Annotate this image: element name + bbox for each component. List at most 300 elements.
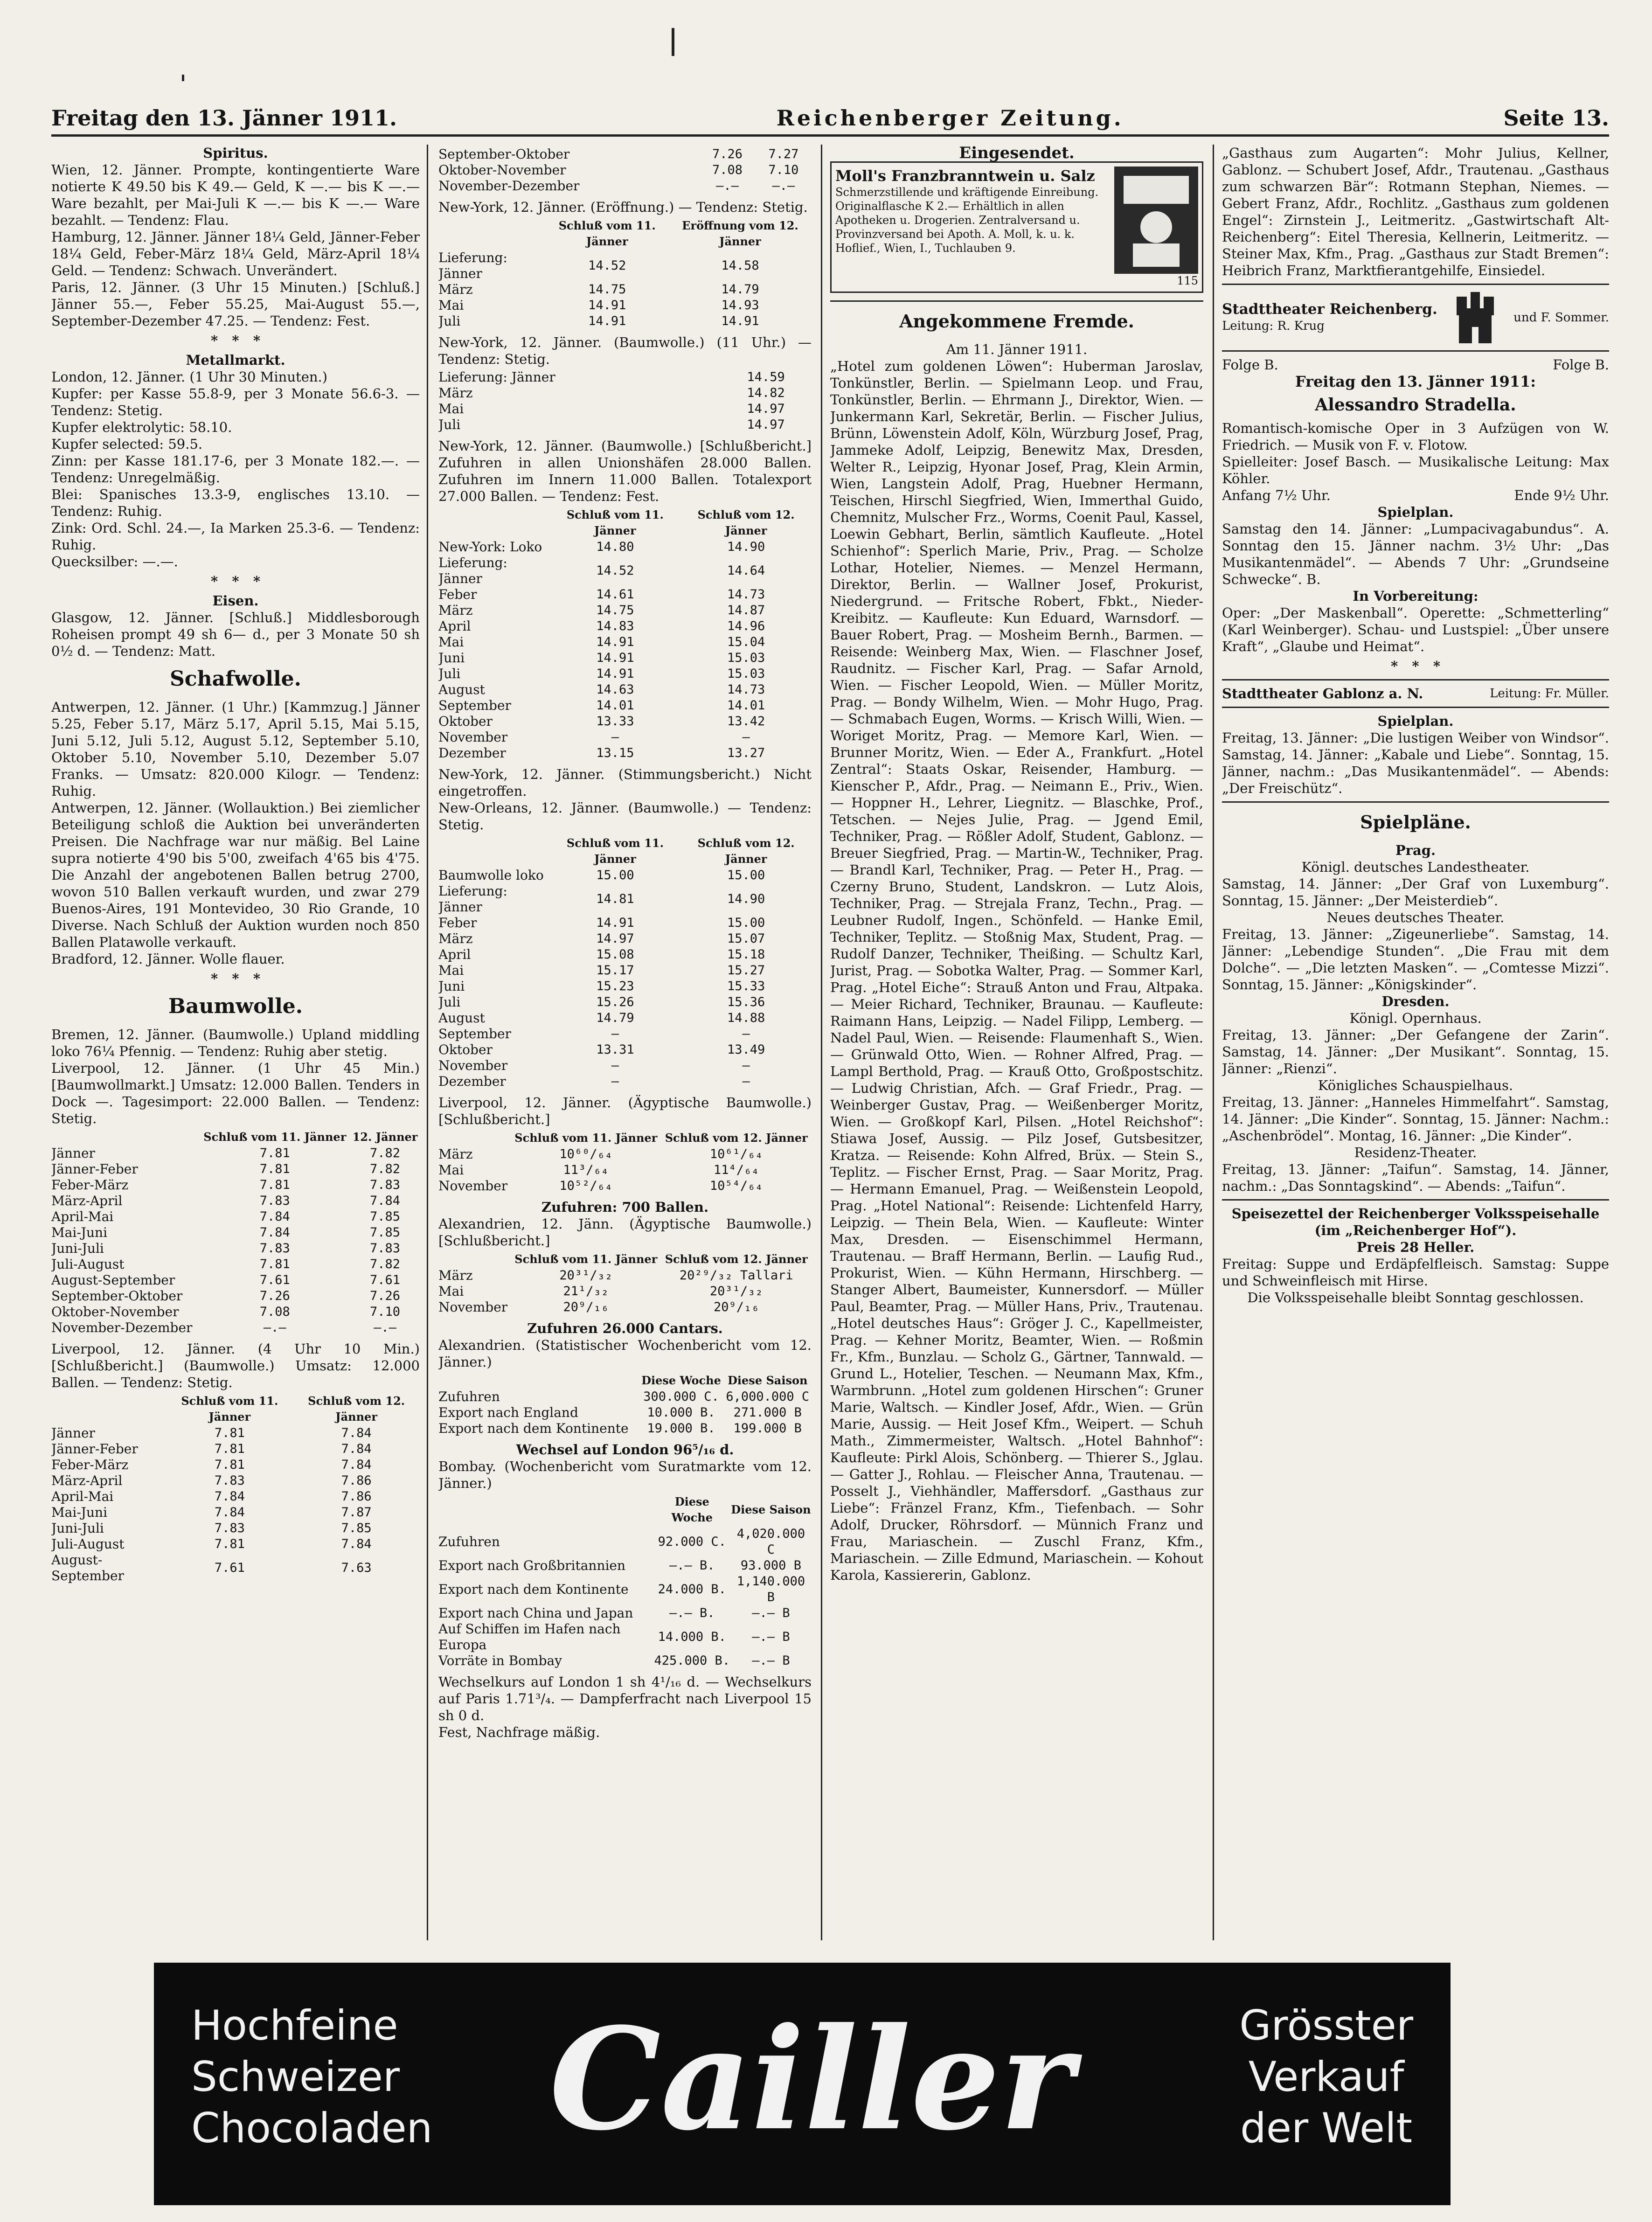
table-row	[438, 1653, 812, 1669]
quote-value: 10⁵²/₆₄	[559, 1179, 613, 1193]
row-label: Juli	[438, 994, 461, 1010]
quote-value: 11³/₆₄	[563, 1163, 609, 1177]
brand-logo: Cailler	[549, 1997, 1074, 2161]
table-row	[438, 1268, 812, 1284]
theater-name: Königl. deutsches Landestheater.	[1301, 859, 1530, 875]
section-heading: Spielplan.	[1377, 504, 1454, 520]
table-row	[51, 1241, 420, 1257]
column-header: 12. Jänner	[352, 1130, 418, 1144]
quote-value: —	[611, 1058, 619, 1073]
quote-value: 14.91	[721, 314, 759, 328]
row-label: Export nach England	[438, 1405, 578, 1420]
row-label: New-York: Loko	[438, 539, 542, 555]
table-row	[438, 282, 812, 298]
quote-value: 92.000 C.	[658, 1535, 726, 1549]
ad-left-line: Chocoladen	[191, 2104, 433, 2152]
row-label: Jänner-Feber	[51, 1441, 138, 1457]
row-label: Dezember	[438, 1074, 506, 1089]
quote-value: 15.27	[727, 963, 765, 978]
table-row	[51, 1536, 420, 1552]
column-header	[438, 1251, 511, 1268]
section-heading: Metallmarkt.	[186, 352, 285, 368]
quote-value: 7.26	[259, 1289, 290, 1303]
quote-value: 7.85	[370, 1209, 401, 1224]
section-heading: Spiritus.	[203, 145, 268, 161]
report-glasgow: Glasgow, 12. Jänner. [Schluß.] Middlesborough Roheisen prompt 49 sh 6— d., per 3 Monate 50 sh 0½ d. — Tendenz: Matt.	[51, 610, 420, 659]
quote-value: 7.61	[259, 1273, 290, 1287]
theater-header-reichenberg	[1222, 290, 1609, 346]
quote-table	[51, 1129, 420, 1336]
preparation-text: Oper: „Der Maskenball“. Operette: „Schmetterling“ (Karl Weinberger). Schau- und Lustspiel: „Über unsere Kraft“, „Glaube und Heimat“.	[1222, 605, 1609, 654]
column-header: Schluß vom 11. Jänner	[566, 508, 664, 537]
quote-value: 14.79	[596, 1011, 634, 1025]
quote-value: —.— B	[752, 1653, 790, 1668]
quote-value: 19.000 B.	[647, 1421, 715, 1436]
quote-value: —.— B	[752, 1630, 790, 1644]
table-header-row	[438, 217, 812, 250]
row-label: Export nach dem Kontinente	[438, 1421, 629, 1436]
report-liverpool-egypt: Liverpool, 12. Jänner. (Ägyptische Baumwolle.) [Schlußbericht.]	[438, 1095, 812, 1127]
quote-value: 11⁴/₆₄	[713, 1163, 759, 1177]
quote-value: 15.17	[596, 963, 634, 978]
row-label: Juli	[438, 666, 461, 681]
quote-table	[438, 369, 812, 433]
table-row	[51, 1209, 420, 1225]
quote-value: 7.27	[768, 147, 799, 161]
quote-table	[438, 1372, 812, 1437]
table-row	[438, 1389, 812, 1405]
row-label: November-Dezember	[51, 1320, 193, 1335]
masthead	[51, 89, 1609, 137]
report-antwerpen-auktion: Antwerpen, 12. Jänner. (Wollauktion.) Bei ziemlicher Beteiligung schloß die Auktion bei unveränderten Preisen. Die Nachfrage war nur mäßig. Bel Laine supra notierte 4'90 bis 5'00, zweifach 4'65 bis 4'75. Die Anzahl der angebotenen Ballen betrug 2700, wovon 510 Ballen verkauft wurden, und zwar 279 Buenos-Aires, 191 Montevideo, 30 Rio Grande, 10 Diverse. Nach Schluß der Auktion wurden noch 850 Ballen Platawolle verkauft.	[51, 800, 420, 950]
table-row	[438, 369, 812, 385]
row-label: Mai	[438, 401, 464, 417]
column-header	[438, 507, 549, 539]
separator-stars: * * *	[210, 333, 261, 348]
table-header-row	[438, 1493, 812, 1526]
table-row	[51, 1505, 420, 1521]
quote-value: —.— B.	[669, 1606, 715, 1620]
quote-value: —.—	[374, 1320, 396, 1335]
report-newyork-stimmung: New-York, 12. Jänner. (Stimmungsbericht.) Nicht eingetroffen.	[438, 766, 812, 799]
table-row	[438, 698, 812, 714]
ad-body: Schmerzstillende und kräftigende Einreibung. Originalflasche K 2.— Erhältlich in allen Apotheken u. Drogerien. Zentralversand u. Provinzversand bei Apoth. A. Moll, k. u. k. Hoflief., Wien, I., Tuchlauben 9.	[835, 186, 1099, 255]
table-row	[438, 1162, 812, 1178]
column-header: Diese Saison	[731, 1503, 811, 1516]
table-row	[438, 1146, 812, 1162]
row-label: März	[438, 385, 473, 401]
table-header-row	[438, 1372, 812, 1389]
row-label: Mai	[438, 298, 464, 313]
arrivals-date: Am 11. Jänner 1911.	[946, 341, 1088, 357]
divider	[1222, 707, 1609, 708]
column-header	[51, 1129, 200, 1146]
table-row	[438, 1042, 812, 1058]
table-row	[438, 745, 812, 761]
divider	[1222, 284, 1609, 285]
row-label: Juni	[438, 979, 465, 994]
row-label: Juni-Juli	[51, 1521, 104, 1536]
ad-illustration-icon	[1114, 167, 1198, 274]
table-row	[438, 650, 812, 666]
divider	[1222, 350, 1609, 352]
row-label: Jänner	[51, 1146, 95, 1161]
row-label: November	[438, 1299, 508, 1315]
report-newyork-eroeffnung: New-York, 12. Jänner. (Eröffnung.) — Tendenz: Stetig.	[438, 199, 808, 215]
quote-value: 1,140.000 B	[736, 1574, 805, 1604]
table-row	[438, 1178, 812, 1194]
row-label: Dezember	[438, 745, 506, 761]
print-mark	[182, 75, 184, 81]
row-label: Oktober-November	[438, 162, 566, 178]
table-row	[438, 868, 812, 883]
row-label: Zufuhren	[438, 1389, 500, 1404]
quote-value: 14.88	[727, 1011, 765, 1025]
separator-stars: * * *	[210, 573, 261, 589]
ad-number: 115	[1177, 274, 1198, 287]
table-row	[438, 1574, 812, 1605]
theater-direction: Leitung: R. Krug	[1222, 319, 1325, 333]
quote-value: 7.08	[259, 1305, 290, 1319]
quote-value: 7.85	[370, 1225, 401, 1240]
quote-value: 14.79	[721, 282, 759, 297]
row-label: Mai	[438, 634, 464, 650]
quote-value: —	[742, 730, 750, 744]
theater-title: Stadttheater Reichenberg.	[1222, 301, 1437, 318]
quote-value: 7.81	[214, 1458, 245, 1472]
column-header	[438, 835, 550, 868]
quote-value: 20³¹/₃₂	[709, 1284, 763, 1298]
quote-value: 6,000.000 C	[726, 1389, 810, 1404]
row-label: März	[438, 282, 473, 297]
quote-value: 93.000 B	[740, 1558, 801, 1573]
report-zink: Zink: Ord. Schl. 24.—, Ia Marken 25.3-6. — Tendenz: Ruhig.	[51, 520, 420, 553]
row-label: Export nach China und Japan	[438, 1605, 633, 1621]
table-row	[438, 162, 812, 178]
quote-value: 14.73	[727, 682, 765, 697]
report-alexandrien: Alexandrien, 12. Jänn. (Ägyptische Baumwolle.) [Schlußbericht.]	[438, 1216, 812, 1249]
quote-value: 14.97	[596, 931, 634, 946]
row-label: Juni-Juli	[51, 1241, 104, 1256]
ad-right-line: Verkauf	[1248, 2053, 1404, 2101]
row-label: April	[438, 947, 471, 962]
quote-value: 15.03	[727, 667, 765, 681]
quote-value: 14.87	[727, 603, 765, 618]
ad-left-line: Schweizer	[191, 2053, 400, 2101]
row-label: Lieferung: Jänner	[438, 369, 555, 385]
quote-value: 7.82	[370, 1257, 401, 1271]
quote-value: 20⁹/₁₆	[563, 1300, 609, 1314]
row-label: Oktober-November	[51, 1304, 179, 1319]
column-cotton-reports	[438, 145, 812, 1945]
quote-value: 15.00	[727, 868, 765, 882]
section-title-schafwolle: Schafwolle.	[170, 667, 301, 691]
ad-left-line: Hochfeine	[191, 2001, 398, 2049]
quote-value: 7.61	[370, 1273, 401, 1287]
column-header: Eröffnung vom 12. Jänner	[682, 219, 798, 248]
quote-value: 13.27	[727, 746, 765, 760]
quote-value: —	[742, 1027, 750, 1041]
quote-value: 7.86	[341, 1473, 372, 1488]
divider	[1222, 1199, 1609, 1201]
row-label: September	[438, 698, 511, 713]
row-label: Juli-August	[51, 1257, 125, 1272]
quote-value: 7.86	[341, 1489, 372, 1504]
table-row	[51, 1304, 420, 1320]
arrivals-list: „Hotel zum goldenen Löwen“: Huberman Jaroslav, Tonkünstler, Berlin. — Spielmann Leop. und Frau, Tonkünstler, Berlin. — Ehrmann J., Direktor, Wien. — Junkermann Karl, Sekretär, Berlin. — Fischer Julius, Brünn, Löwenstein Adolf, Köln, Würzburg Josef, Prag, Jammeke Adolf, Leipzig, Benewitz Max, Dresden, Welter R., Leipzig, Hyonar Josef, Prag, Klein Armin, Wien, Langstein Adolf, Prag, Huebner Hermann, Teischen, Hirschl Siegfried, Wien, Immerthal Guido, Chemnitz, Mulscher Frz., Worms, Coenit Paul, Kassel, Loewin Gebhart, Berlin, sämtlich Kaufleute. „Hotel Schienhof“: Sperlich Marie, Priv., Prag. — Scholze Lothar, Hotelier, Niemes. — Menzel Hermann, Direktor, Berlin. — Wallner Josef, Prokurist, Niedergrund. — Fritsche Robert, Fbkt., Nieder-Kreibitz. — Kaufleute: Kun Eduard, Warnsdorf. — Bauer Robert, Prag. — Mosheim Bernh., Barmen. — Reisende: Weinberg Max, Wien. — Flaschner Josef, Raudnitz. — Fischer Karl, Prag. — Safar Arnold, Wien. — Fischer Leopold, Wien. — Müller Moritz, Prag. — Bondy Wilhelm, Wien. — Mohr Hugo, Prag. — Schmabach Eugen, Worms. — Krisch Willi, Wien. — Woriget Moritz, Prag. — Memore Karl, Wien. — Brunner Moritz, Wien. — Eder A., Frankfurt. „Hotel Zentral“: Staats Oskar, Reisender, Hamburg. — Kienscher P., Afdr., Prag. — Neimann E., Priv., Wien. — Hoppner H., Lehrer, Liegnitz. — Blaschke, Prof., Tetschen. — Nejes Julie, Prag. — Jgend Emil, Techniker, Prag. — Rößler Adolf, Student, Gablonz. — Breuer Siegfried, Prag. — Martin-W., Techniker, Prag. — Brandl Karl, Techniker, Prag. — Peter H., Prag. — Czerny Bruno, Student, Landskron. — Lutz Alois, Techniker, Prag. — Strejala Franz, Techn., Prag. — Leubner Rudolf, Ingen., Schönfeld. — Hanke Emil, Techniker, Teplitz. — Stoßnig Max, Student, Prag. — Rudolf Danzer, Techniker, Theißing. — Schultz Karl, Jurist, Prag. — Sobotka Walter, Prag. — Sommer Karl, Prag. „Hotel Eiche“: Strauß Anton und Frau, Altpaka. — Meier Richard, Techniker, Braunau. — Kaufleute: Raimann Hans, Leipzig. — Nadel Filipp, Lemberg. — Nadel Paul, Wien. — Reisende: Flaumenhaft S., Wien. — Grünwald Otto, Wien. — Rohner Alfred, Prag. — Lampl Berthold, Prag. — Krauß Otto, Großpostschitz. — Ludwig Christian, Afch. — Graf Friedr., Prag. — Weinberger Gustav, Prag. — Weißenberger Moritz, Wien. — Großkopf Karl, Pilsen. „Hotel Reichshof“: Stiawa Josef, Aussig. — Pilz Josef, Gutsbesitzer, Kratza. — Reisende: Kohn Alfred, Brüx. — Stein S., Teplitz. — Fischer Ernst, Prag. — Saar Moritz, Prag. — Hermann Emanuel, Prag. — Weißenstein Leopold, Prag. „Hotel National“: Reisende: Lichtenfeld Harry, Leipzig. — Thein Bela, Wien. — Kaufleute: Winter Max, Dresden. — Eisenschimmel Hermann, Trautenau. — Braff Hermann, Berlin. — Laufig Rud., Prokurist, Wien. — Kühn Hermann, Hirschberg. — Stanger Albert, Baumeister, Kunnersdorf. — Müller Paul, Beamter, Prag. — Müller Hans, Priv., Trautenau. „Hotel deutsches Haus“: Gröger J. C., Kapellmeister, Prag. — Kehner Moritz, Beamter, Wien. — Roßmin Fr., Kfm., Bunzlau. — Scholz G., Gärtner, Tannwald. — Grund L., Hotelier, Teschen. — Neumann Max, Kfm., Warmbrunn. „Hotel zum goldenen Hirschen“: Gruner Marie, Waltsch. — Kindler Josef, Afdr., Wien. — Grün Marie, Aussig. — Heit Josef Kfm., Weipert. — Schuh Math., Zimmermeister, Waltsch. „Hotel Bahnhof“: Kaufleute: Pirkl Alois, Schönberg. — Thierer S., Jglau. — Gatter J., Rohlau. — Fleischer Anna, Trautenau. — Posselt J., Viehhändler, Maffersdorf. „Gasthaus zur Liebe“: Fränzel Franz, Kfm., Tiefenbach. — Sohr Adolf, Drucker, Röhrsdorf. — Münnich Franz und Frau, Mariaschein. — Zuschl Franz, Kfm., Mariaschein. — Zille Edmund, Mariaschein. — Kohout Karola, Kassiererin, Gablonz.	[830, 358, 1203, 1583]
theater-name: Neues deutsches Theater.	[1326, 910, 1505, 925]
row-label: Mai	[438, 963, 464, 978]
table-row	[438, 729, 812, 745]
program-text: Freitag, 13. Jänner: „Der Gefangene der Zarin“. Samstag, 14. Jänner: „Der Musikant“. Sonntag, 15. Jänner: „Rienzi“.	[1222, 1027, 1609, 1076]
newspaper-title: Reichenberger Zeitung.	[776, 105, 1124, 131]
table-row	[51, 1272, 420, 1288]
program-text: Freitag, 13. Jänner: „Die lustigen Weiber von Windsor“. Samstag, 14. Jänner: „Kabale und Liebe“. Sonntag, 15. Jänner, nachm.: „Das Musikantenmädel“. — Abends: „Der Freischütz“.	[1222, 730, 1609, 796]
cailler-advertisement	[154, 1963, 1451, 2205]
row-label: Juli-August	[51, 1536, 125, 1552]
row-label: Lieferung: Jänner	[438, 555, 507, 586]
quote-value: 14.83	[596, 619, 634, 633]
quote-value: 271.000 B	[733, 1405, 802, 1420]
quote-value: 14.64	[727, 563, 765, 578]
table-row	[51, 1288, 420, 1304]
quote-value: —.—	[772, 179, 795, 193]
table-row	[438, 1284, 812, 1299]
quote-value: 7.84	[214, 1505, 245, 1520]
quote-value: 7.84	[341, 1537, 372, 1551]
quote-value: 15.18	[727, 947, 765, 962]
report-bombay-wechsel: Wechselkurs auf London 1 sh 4¹/₁₆ d. — Wechselkurs auf Paris 1.71³/₄. — Dampferfracht nach Liverpool 15 sh 0 d.	[438, 1674, 812, 1723]
table-row	[438, 539, 812, 555]
row-label: August	[438, 682, 485, 697]
menu-closing-note: Die Volksspeisehalle bleibt Sonntag geschlossen.	[1247, 1290, 1584, 1305]
table-row	[438, 1558, 812, 1574]
quote-value: 7.81	[214, 1442, 245, 1456]
theater-name: Königl. Opernhaus.	[1349, 1010, 1482, 1026]
quote-value: 20⁹/₁₆	[713, 1300, 759, 1314]
quote-value: 14.63	[596, 682, 634, 697]
program-text: Freitag, 13. Jänner: „Hanneles Himmelfahrt“. Samstag, 14. Jänner: „Die Kinder“. Sonntag, 15. Jänner: Nachm.: „Aschenbrödel“. Montag, 16. Jänner: „Die Kinder“.	[1222, 1094, 1609, 1144]
quote-value: 7.84	[341, 1426, 372, 1440]
row-label: April-Mai	[51, 1209, 114, 1224]
report-wien: Wien, 12. Jänner. Prompte, kontingentierte Ware notierte K 49.50 bis K 49.— Geld, K —.— bis K —.— Ware bezahlt, per Mai-Juli K —.— bis K —.— Ware bezahlt. — Tendenz: Flau.	[51, 162, 420, 228]
divider	[830, 300, 1203, 302]
column-header: Schluß vom 11. Jänner	[514, 1131, 658, 1145]
row-label: September	[438, 1026, 511, 1042]
column-arrivals	[830, 145, 1203, 1945]
quote-value: 14.01	[727, 698, 765, 713]
castle-crest-icon	[1454, 290, 1496, 346]
quote-value: 14.61	[596, 587, 634, 602]
theater-name: Königliches Schauspielhaus.	[1318, 1077, 1513, 1093]
quote-value: —.—	[716, 179, 739, 193]
row-label: März	[438, 1146, 473, 1162]
row-label: Export nach dem Kontinente	[438, 1582, 629, 1597]
row-label: Juli	[438, 417, 461, 432]
quote-value: 10⁵⁴/₆₄	[709, 1179, 763, 1193]
quote-value: 15.04	[727, 635, 765, 649]
report-kupfer: Kupfer: per Kasse 55.8-9, per 3 Monate 56.6-3. — Tendenz: Stetig.	[51, 386, 420, 418]
table-row	[51, 1489, 420, 1505]
table-row	[438, 417, 812, 433]
row-label: September-Oktober	[51, 1288, 183, 1304]
quote-value: 14.97	[747, 417, 785, 432]
quote-value: 7.83	[370, 1241, 401, 1256]
quote-value: 14.59	[747, 370, 785, 384]
print-mark	[672, 28, 674, 56]
quote-value: 14.58	[721, 258, 759, 273]
table-header-row	[438, 507, 812, 539]
column-rule	[427, 145, 428, 1940]
row-label: Feber	[438, 915, 477, 930]
table-row	[438, 313, 812, 329]
report-zinn: Zinn: per Kasse 181.17-6, per 3 Monate 182.—. — Tendenz: Unregelmäßig.	[51, 453, 420, 486]
performance-date: Freitag den 13. Jänner 1911:	[1295, 373, 1536, 390]
quote-value: 10⁶⁰/₆₄	[559, 1147, 613, 1161]
quote-value: 7.81	[259, 1178, 290, 1192]
quote-value: 7.83	[259, 1194, 290, 1208]
quote-value: 7.81	[214, 1426, 245, 1440]
row-label: Export nach Großbritannien	[438, 1558, 626, 1573]
quote-value: —.— B.	[669, 1558, 715, 1573]
quote-value: 15.36	[727, 995, 765, 1009]
row-label: Mai-Juni	[51, 1505, 108, 1520]
quote-value: 7.26	[370, 1289, 401, 1303]
row-label: August-September	[51, 1552, 124, 1583]
column-header	[438, 217, 546, 250]
quote-value: 14.90	[727, 892, 765, 906]
report-liverpool-schluss: Liverpool, 12. Jänner. (4 Uhr 10 Min.) [Schlußbericht.] (Baumwolle.) Umsatz: 12.000 Ballen. — Tendenz: Stetig.	[51, 1341, 420, 1390]
row-label: November-Dezember	[438, 178, 580, 194]
table-header-row	[438, 1130, 812, 1146]
divider	[1222, 801, 1609, 803]
folge-left: Folge B.	[1222, 357, 1278, 373]
quote-value: —.— B	[752, 1606, 790, 1620]
table-row	[438, 618, 812, 634]
column-theater	[1222, 145, 1609, 1945]
column-header: Diese Saison	[728, 1374, 808, 1387]
quote-value: 14.75	[588, 282, 626, 297]
end-time: Ende 9½ Uhr.	[1514, 487, 1609, 503]
column-header: Diese Woche	[641, 1374, 721, 1387]
quote-value: 10.000 B.	[647, 1405, 715, 1420]
menu-title: Speisezettel der Reichenberger Volksspeisehalle (im „Reichenberger Hof“).	[1231, 1206, 1600, 1238]
quote-value: 14.90	[727, 540, 765, 554]
table-row	[438, 979, 812, 994]
table-row	[438, 298, 812, 313]
quote-value: 14.97	[747, 402, 785, 416]
column-market-reports	[51, 145, 420, 1945]
column-header	[438, 1372, 639, 1389]
table-row	[51, 1177, 420, 1193]
column-header	[438, 1493, 654, 1526]
report-blei: Blei: Spanisches 13.3-9, englisches 13.10. — Tendenz: Ruhig.	[51, 486, 420, 519]
quote-value: 7.87	[341, 1505, 372, 1520]
quote-value: 7.84	[370, 1194, 401, 1208]
table-row	[438, 385, 812, 401]
quote-table	[438, 1493, 812, 1669]
table-row	[438, 634, 812, 650]
table-row	[438, 1058, 812, 1074]
quote-value: 14.81	[596, 892, 634, 906]
table-row	[438, 1405, 812, 1421]
program-text: Freitag, 13. Jänner: „Taifun“. Samstag, 14. Jänner, nachm.: „Das Sonntagskind“. — Abends: „Taifun“.	[1222, 1161, 1609, 1194]
theater-header-gablonz	[1222, 685, 1609, 702]
table-row	[438, 682, 812, 698]
theater-title: Stadttheater Gablonz a. N.	[1222, 686, 1423, 701]
theater-direction: Leitung: Fr. Müller.	[1490, 687, 1609, 701]
quote-value: 425.000 B.	[654, 1653, 730, 1668]
quote-value: 7.10	[370, 1305, 401, 1319]
quote-table	[438, 1130, 812, 1194]
column-header: Schluß vom 12. Jänner	[308, 1394, 405, 1423]
row-label: Mai-Juni	[51, 1225, 108, 1240]
quote-table	[438, 217, 812, 329]
table-row	[51, 1257, 420, 1272]
column-header: Schluß vom 12. Jänner	[665, 1131, 808, 1145]
quote-value: 13.31	[596, 1042, 634, 1057]
row-label: November	[438, 1058, 508, 1073]
quote-value: 15.03	[727, 651, 765, 665]
quote-value: 7.84	[259, 1225, 290, 1240]
program-text: Samstag, 14. Jänner: „Der Graf von Luxemburg“. Sonntag, 15. Jänner: „Der Meisterdieb“.	[1222, 876, 1609, 909]
start-time: Anfang 7½ Uhr.	[1222, 487, 1331, 503]
row-label: Jänner-Feber	[51, 1161, 138, 1177]
report-newyork-schluss: New-York, 12. Jänner. (Baumwolle.) [Schlußbericht.] Zufuhren in allen Unionshäfen 28.000 Ballen. Zufuhren im Innern 11.000 Ballen. Totalexport 27.000 Ballen. — Tendenz: Fest.	[438, 438, 812, 504]
row-label: März	[438, 603, 473, 618]
quote-value: 14.75	[596, 603, 634, 618]
column-header: Schluß vom 12. Jänner	[665, 1252, 808, 1266]
quote-value: 14.91	[596, 651, 634, 665]
quote-value: 14.96	[727, 619, 765, 633]
theater-name: Residenz-Theater.	[1354, 1145, 1477, 1160]
quote-value: 14.93	[721, 298, 759, 312]
quote-value: 7.83	[370, 1178, 401, 1192]
table-row	[51, 1193, 420, 1209]
quote-value: 7.84	[341, 1458, 372, 1472]
performance-direction: Spielleiter: Josef Basch. — Musikalische Leitung: Max Köhler.	[1222, 454, 1609, 486]
report-kupfer-elek: Kupfer elektrolytic: 58.10.	[51, 419, 232, 435]
table-row	[438, 666, 812, 682]
table-row	[51, 1441, 420, 1457]
row-label: Lieferung: Jänner	[438, 883, 507, 915]
quote-value: 21¹/₃₂	[563, 1284, 609, 1298]
quote-value: —	[611, 1074, 619, 1089]
column-rule	[1213, 145, 1214, 1940]
table-row	[51, 1146, 420, 1161]
quote-value: 300.000 C.	[643, 1389, 719, 1404]
quote-value: 14.91	[596, 667, 634, 681]
quote-value: 7.81	[259, 1162, 290, 1176]
quote-value: 7.83	[259, 1241, 290, 1256]
row-label: April-Mai	[51, 1489, 114, 1504]
report-kupfer-sel: Kupfer selected: 59.5.	[51, 436, 203, 452]
quote-table	[438, 507, 812, 761]
divider	[1222, 679, 1609, 680]
ad-right-line: der Welt	[1240, 2104, 1413, 2152]
quote-value: 15.33	[727, 979, 765, 993]
table-row	[438, 603, 812, 618]
table-row	[438, 883, 812, 915]
quote-value: 14.73	[727, 587, 765, 602]
quote-value: 15.00	[727, 916, 765, 930]
table-row	[438, 146, 812, 162]
report-antwerpen: Antwerpen, 12. Jänner. (1 Uhr.) [Kammzug.] Jänner 5.25, Feber 5.17, März 5.17, April 5.15, Mai 5.15, Juni 5.12, Juli 5.12, August 5.12, September 5.10, Oktober 5.10, November 5.10, Dezember 5.07 Franks. — Umsatz: 820.000 Kilogr. — Tendenz: Ruhig.	[51, 699, 420, 799]
row-label: Baumwolle loko	[438, 868, 544, 883]
table-header-row	[51, 1129, 420, 1146]
row-label: November	[438, 729, 508, 745]
quote-value: 20²⁹/₃₂ Tallari	[679, 1268, 793, 1283]
